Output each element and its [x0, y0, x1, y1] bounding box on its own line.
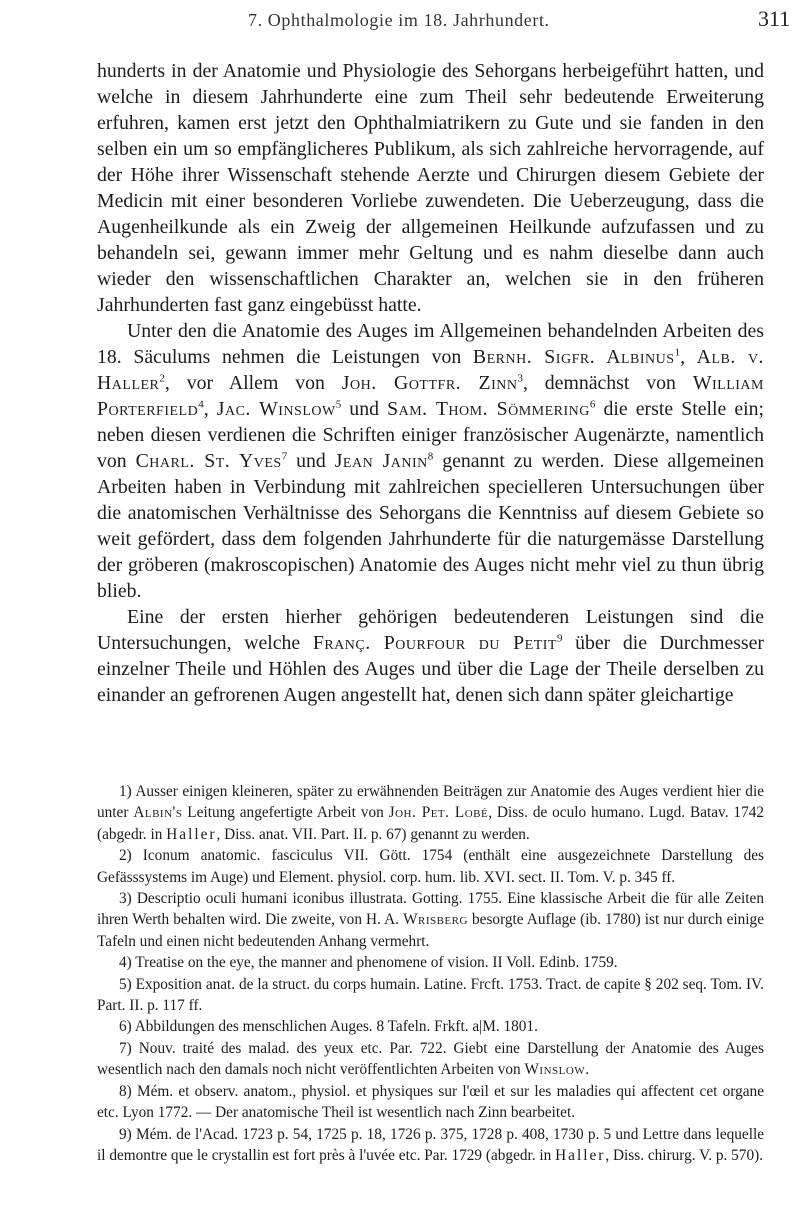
footnote-ref-5: 5 [335, 398, 342, 411]
footnote-ref-4: 4 [198, 398, 204, 411]
paragraph-1: hunderts in der Anatomie und Physiologie des Sehorgans herbeigeführt hatten, und welche in diesem Jahrhunderte eine zum Theil sehr bedeutende Erweiterung erfuhren, kamen erst jetzt den Ophthalmiatrikern zu Gute und sie fanden in den selben ein um so empfänglicheres Publikum, als sich zahlreiche hervorragende, auf der Höhe ihrer Wissenschaft stehende Aerzte und Chirurgen diesem Gebiete der Medicin mit einer besonderen Vorliebe zuwendeten. Die Ueberzeugung, dass die Augenheilkunde als ein Zweig der allgemeinen Heilkunde aufzufassen und zu behandeln sei, gewann immer mehr Geltung und es nahm dieselbe dann auch wieder den wissenschaftlichen Charakter an, welchen sie in den früheren Jahrhunderten fast ganz eingebüsst hatte. [97, 60, 764, 316]
paragraph-2: Unter den die Anatomie des Auges im Allgemeinen behandelnden Arbeiten des 18. Säculums nehmen die Leistungen von Bernh. Sigfr. Albinus$^1$, Alb. v. Haller$^2$, vor Allem von Joh. Gottfr. Zinn$^3$, demnächst von William Porterfield$^4$, Jac. Winslow$^5$ und Sam. Thom. Sömmering$^6$ die erste Stelle ein; neben diesen verdienen die Schriften einiger französischer Augenärzte, namentlich von Charl. St. Yves$^7$ und Jean Janin$^8$ genannt zu werden. Diese allgemeinen Arbeiten haben in Verbindung mit zahlreichen specielleren Untersuchungen über die anatomischen Verhältnisse des Sehorgans die Kenntniss auf diesem Gebiete so weit gefördert, dass dem folgenden Jahrhunderte für die naturgemässe Darstellung der gröberen (makroscopischen) Anatomie des Auges nicht mehr viel zu thun übrig blieb. [97, 320, 765, 602]
footnote-9: 9) Mém. de l'Acad. 1723 p. 54, 1725 p. 18, 1726 p. 375, 1728 p. 408, 1730 p. 5 und Lettre dans lequelle il demontre que le crystallin est fort près à l'uvée etc. Par. 1729 (abgedr. in Haller, Diss. chirurg. V. p. 570). [97, 1125, 764, 1164]
footnote-4: 4) Treatise on the eye, the manner and phenomene of vision. II Voll. Edinb. 1759. [119, 954, 618, 972]
footnote-3: 3) Descriptio oculi humani iconibus illustrata. Gotting. 1755. Eine klassische Arbeit die für alle Zeiten ihren Werth behalten wird. Die zweite, von H. A. Wrisberg besorgte Auflage (ib. 1780) ist nur durch einige Tafeln und einen nicht bedeutenden Anhang vermehrt. [97, 890, 764, 950]
footnote-ref-9: 9 [556, 632, 563, 645]
author-haller: Alb. v. Haller [97, 346, 764, 394]
footnote-ref-1: 1 [674, 346, 681, 359]
author-soemmering: Sam. Thom. Sömmering [387, 398, 590, 420]
author-janin: Jean Janin [334, 450, 428, 472]
footnote-ref-2: 2 [159, 372, 165, 385]
footnote-7: 7) Nouv. traité des malad. des yeux etc. Par. 722. Giebt eine Darstellung der Anatomie des Auges wesentlich nach den damals noch nicht veröffentlichten Arbeiten von Winslow. [97, 1039, 764, 1079]
author-petit: Franç. Pourfour du Petit [312, 632, 557, 654]
footnote-ref-3: 3 [517, 372, 523, 385]
footnote-8: 8) Mém. et observ. anatom., physiol. et physiques sur l'œil et sur les maladies qui affectent cet organe etc. Lyon 1772. — Der anatomische Theil ist wesentlich nach Zinn bearbeitet. [97, 1082, 764, 1122]
footnote-6: 6) Abbildungen des menschlichen Auges. 8 Tafeln. Frkft. a|M. 1801. [119, 1018, 538, 1036]
author-winslow: Jac. Winslow [216, 398, 336, 420]
author-zinn: Joh. Gottfr. Zinn [341, 372, 518, 394]
author-st-yves: Charl. St. Yves [135, 450, 282, 472]
footnote-ref-8: 8 [427, 450, 434, 463]
author-porterfield: William Porterfield [97, 372, 764, 420]
author-albinus: Bernh. Sigfr. Albinus [472, 346, 675, 368]
footnote-ref-6: 6 [589, 398, 596, 411]
page-number: 311 [758, 6, 791, 31]
footnote-1: 1) Ausser einigen kleineren, später zu erwähnenden Beiträgen zur Anatomie des Auges verdient hier die unter Albin's Leitung angefertigte Arbeit von Joh. Pet. Lobé, Diss. de oculo humano. Lugd. Batav. 1742 (abgedr. in Haller, Diss. anat. VII. Part. II. p. 67) genannt zu werden. [97, 783, 765, 843]
running-head: 7. Ophthalmologie im 18. Jahrhundert. [248, 10, 550, 30]
footnote-2: 2) Iconum anatomic. fasciculus VII. Gött. 1754 (enthält eine ausgezeichnete Darstellung des Gefässsystems im Auge) und Element. physiol. corp. hum. lib. XVI. sect. II. Tom. V. p. 345 ff. [97, 847, 764, 886]
body-text [97, 58, 764, 708]
footnote-ref-7: 7 [281, 450, 288, 463]
paragraph-3: Eine der ersten hierher gehörigen bedeutenderen Leistungen sind die Untersuchungen, welche Franç. Pourfour du Petit$^9$ über die Durchmesser einzelner Theile und Höhlen des Auges und über die Lage der Theile derselben zu einander an gefrorenen Augen angestellt hat, denen sich dann später gleichartige [97, 606, 764, 706]
footnote-5: 5) Exposition anat. de la struct. du corps humain. Latine. Frcft. 1753. Tract. de capite § 202 seq. Tom. IV. Part. II. p. 117 ff. [97, 975, 764, 1015]
footnotes [97, 781, 764, 1166]
